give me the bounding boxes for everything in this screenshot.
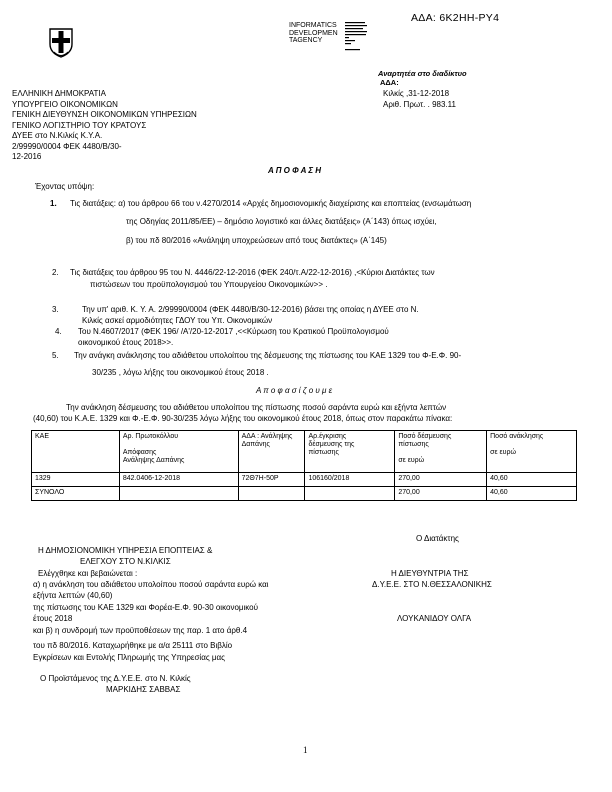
item-text: Κιλκίς ασκεί αρμοδιότητες ΓΔΟΥ του Υπ. Οικονομικών <box>82 316 273 325</box>
director-office: Δ.Υ.Ε.Ε. ΣΤΟ Ν.ΘΕΣΣΑΛΟΝΙΚΗΣ <box>372 580 492 589</box>
column-header: ΚΑΕ <box>32 431 120 473</box>
item-text: Την υπ' αριθ. Κ. Υ. Α. 2/99990/0004 (ΦΕΚ 4480/Β/30-12-2016) βάσει της οποίας η ΔΥΕΕ στο Ν. <box>82 305 419 314</box>
header-line: 2/99990/0004 ΦΕΚ 4480/Β/30- <box>12 141 122 151</box>
recall-table <box>31 430 577 501</box>
item-number: 5. <box>52 351 59 360</box>
item-text: της Οδηγίας 2011/85/ΕΕ) – δημόσιο λογιστικό και άλλες διατάξεις» (Α΄143) όπως ισχύει, <box>126 217 437 226</box>
item-number: 3. <box>52 305 59 314</box>
item-number: 1. <box>50 199 57 208</box>
control-line: έτους 2018 <box>33 614 73 623</box>
table-row <box>32 473 577 487</box>
item-text: Του Ν.4607/2017 (ΦΕΚ 196/ /Α'/20-12-2017 ,<<Κύρωση του Κρατικού Προϋπολογισμού <box>78 327 389 336</box>
posted-ada-label: ΑΔΑ: <box>380 78 399 87</box>
item-text: Τις διατάξεις: α) του άρθρου 66 του ν.4270/2014 «Αρχές δημοσιονομικής διαχείρισης και εποπτείας (ενσωμάτωση <box>70 199 472 208</box>
table-cell: 40,60 <box>487 473 577 487</box>
table-cell <box>238 487 305 501</box>
decision-text: (40,60) του Κ.Α.Ε. 1329 και Φ.-Ε.Φ. 90-30/235 λόγω λήξης του οικονομικού έτους 2018, όπως στον παρακάτω πίνακα: <box>33 414 453 423</box>
supervisor-title: Ο Προϊστάμενος της Δ.Υ.Ε.Ε. στο Ν. Κιλκίς <box>40 674 191 683</box>
ada-code: ΑΔΑ: 6Κ2ΗΗ-ΡΥ4 <box>411 12 500 24</box>
table-cell: 1329 <box>32 473 120 487</box>
signer-label: Ο Διατάκτης <box>416 534 459 543</box>
table-cell: 106160/2018 <box>305 473 395 487</box>
control-line: του πδ 80/2016. Καταχωρήθηκε με α/α 25111 στο Βιβλίο <box>33 641 233 650</box>
table-cell: 270,00 <box>395 487 487 501</box>
ida-line: DEVELOPMEN <box>289 29 338 37</box>
column-header: Ποσό δέσμευσης πίστωσης σε ευρώ <box>395 431 487 473</box>
control-line: της πίστωσης του ΚΑΕ 1329 και Φορέα-Ε.Φ. 90-30 οικονομικού <box>33 603 258 612</box>
item-text: 30/235 , λόγω λήξης του οικονομικού έτους 2018 . <box>92 368 269 377</box>
item-text: Τις διατάξεις του άρθρου 95 του Ν. 4446/22-12-2016 (ΦΕΚ 240/τ.Α/22-12-2016) ,<Κύριοι Διατάκτες των <box>70 268 435 277</box>
control-line: και β) η συνδρομή των προϋποθέσεων της παρ. 1 ατο άρθ.4 <box>33 626 248 635</box>
column-header: Αρ.έγκρισης δέσμευσης της πίστωσης <box>305 431 395 473</box>
item-text: Την ανάγκη ανάκλησης του αδιάθετου υπολοίπου της δέσμευσης της πίστωσης του ΚΑΕ 1329 του Φ-Ε.Φ. 90- <box>74 351 462 360</box>
header-line: 12-2016 <box>12 152 42 161</box>
document-title: Α Π Ο Φ Α Σ Η <box>268 166 322 175</box>
table-cell <box>119 487 238 501</box>
header-line: ΓΕΝΙΚΗ ΔΙΕΥΘΥΝΣΗ ΟΙΚΟΝΟΜΙΚΩΝ ΥΠΗΡΕΣΙΩΝ <box>12 110 197 119</box>
ida-logo <box>289 22 338 45</box>
control-line: α) η ανάκληση του αδιάθετου υπολοίπου ποσού σαράντα ευρώ και <box>33 580 269 589</box>
decide-heading: Α π ο φ α σ ί ζ ο υ μ ε <box>256 386 333 395</box>
header-line: ΔΥΕΕ στο Ν.Κιλκίς Κ.Υ.Α. <box>12 131 103 140</box>
table-cell: 842.0406-12-2018 <box>119 473 238 487</box>
table-cell: 270,00 <box>395 473 487 487</box>
item-number: 2. <box>52 268 59 277</box>
director-name: ΛΟΥΚΑΝΙΔΟΥ ΟΛΓΑ <box>397 614 472 623</box>
control-line: εξήντα λεπτών (40,60) <box>33 591 113 600</box>
control-line: Η ΔΗΜΟΣΙΟΝΟΜΙΚΗ ΥΠΗΡΕΣΙΑ ΕΠΟΠΤΕΙΑΣ & <box>38 546 213 555</box>
table-cell: 72Θ7Η-50Ρ <box>238 473 305 487</box>
column-header: ΑΔΑ : Ανάληψης Δαπάνης <box>238 431 305 473</box>
table-cell: ΣΥΝΟΛΟ <box>32 487 120 501</box>
ida-fine-print-icon <box>345 22 369 52</box>
greek-emblem-icon <box>48 26 74 58</box>
table-row <box>32 487 577 501</box>
item-number: 4. <box>55 327 62 336</box>
control-line: Εγκρίσεων και Εντολής Πληρωμής της Υπηρεσίας μας <box>33 653 226 662</box>
protocol-number: Αριθ. Πρωτ. . 983.11 <box>383 100 456 109</box>
authority-header <box>12 89 197 163</box>
posted-title: Αναρτητέα στο διαδίκτυο <box>378 69 467 78</box>
supervisor-name: ΜΑΡΚΙΔΗΣ ΣΑΒΒΑΣ <box>106 685 181 694</box>
ida-line: INFORMATICS <box>289 22 337 29</box>
header-line: ΕΛΛΗΝΙΚΗ ΔΗΜΟΚΡΑΤΙΑ <box>12 89 106 98</box>
control-line: ΕΛΕΓΧΟΥ ΣΤΟ Ν.ΚΙΛΚΙΣ <box>80 557 171 566</box>
table-cell <box>305 487 395 501</box>
header-line: ΥΠΟΥΡΓΕΙΟ ΟΙΚΟΝΟΜΙΚΩΝ <box>12 99 118 109</box>
column-header: Ποσό ανάκλησης σε ευρώ <box>487 431 577 473</box>
having-regard: Έχοντας υπόψη: <box>35 182 95 191</box>
item-text: οικονομικού έτους 2018>>. <box>78 338 174 347</box>
ida-line: TAGENCY <box>289 37 323 45</box>
column-header: Αρ. Πρωτοκόλλου Απόφασης Ανάληψης Δαπάνης <box>119 431 238 473</box>
page-number: 1 <box>303 745 308 755</box>
posted-date: Κιλκίς ,31-12-2018 <box>383 89 450 98</box>
table-cell: 40,60 <box>487 487 577 501</box>
item-text: πιστώσεων του προϋπολογισμού του Υπουργείου Οικονομικών>> . <box>90 280 328 289</box>
header-line: ΓΕΝΙΚΟ ΛΟΓΙΣΤΗΡΙΟ ΤΟΥ ΚΡΑΤΟΥΣ <box>12 120 147 130</box>
table-header-row <box>32 431 577 473</box>
decision-text: Την ανάκληση δέσμευσης του αδιάθετου υπολοίπου της πίστωσης ποσού σαράντα ευρώ και εξήντα λεπτών <box>66 403 447 412</box>
ida-logo-fine-print <box>345 22 369 53</box>
director-title: Η ΔΙΕΥΘΥΝΤΡΙΑ ΤΗΣ <box>391 569 469 578</box>
control-line: Ελέγχθηκε και βεβαιώνεται : <box>38 569 138 578</box>
item-text: β) του πδ 80/2016 «Ανάληψη υποχρεώσεων από τους διατάκτες» (Α΄145) <box>126 236 387 245</box>
